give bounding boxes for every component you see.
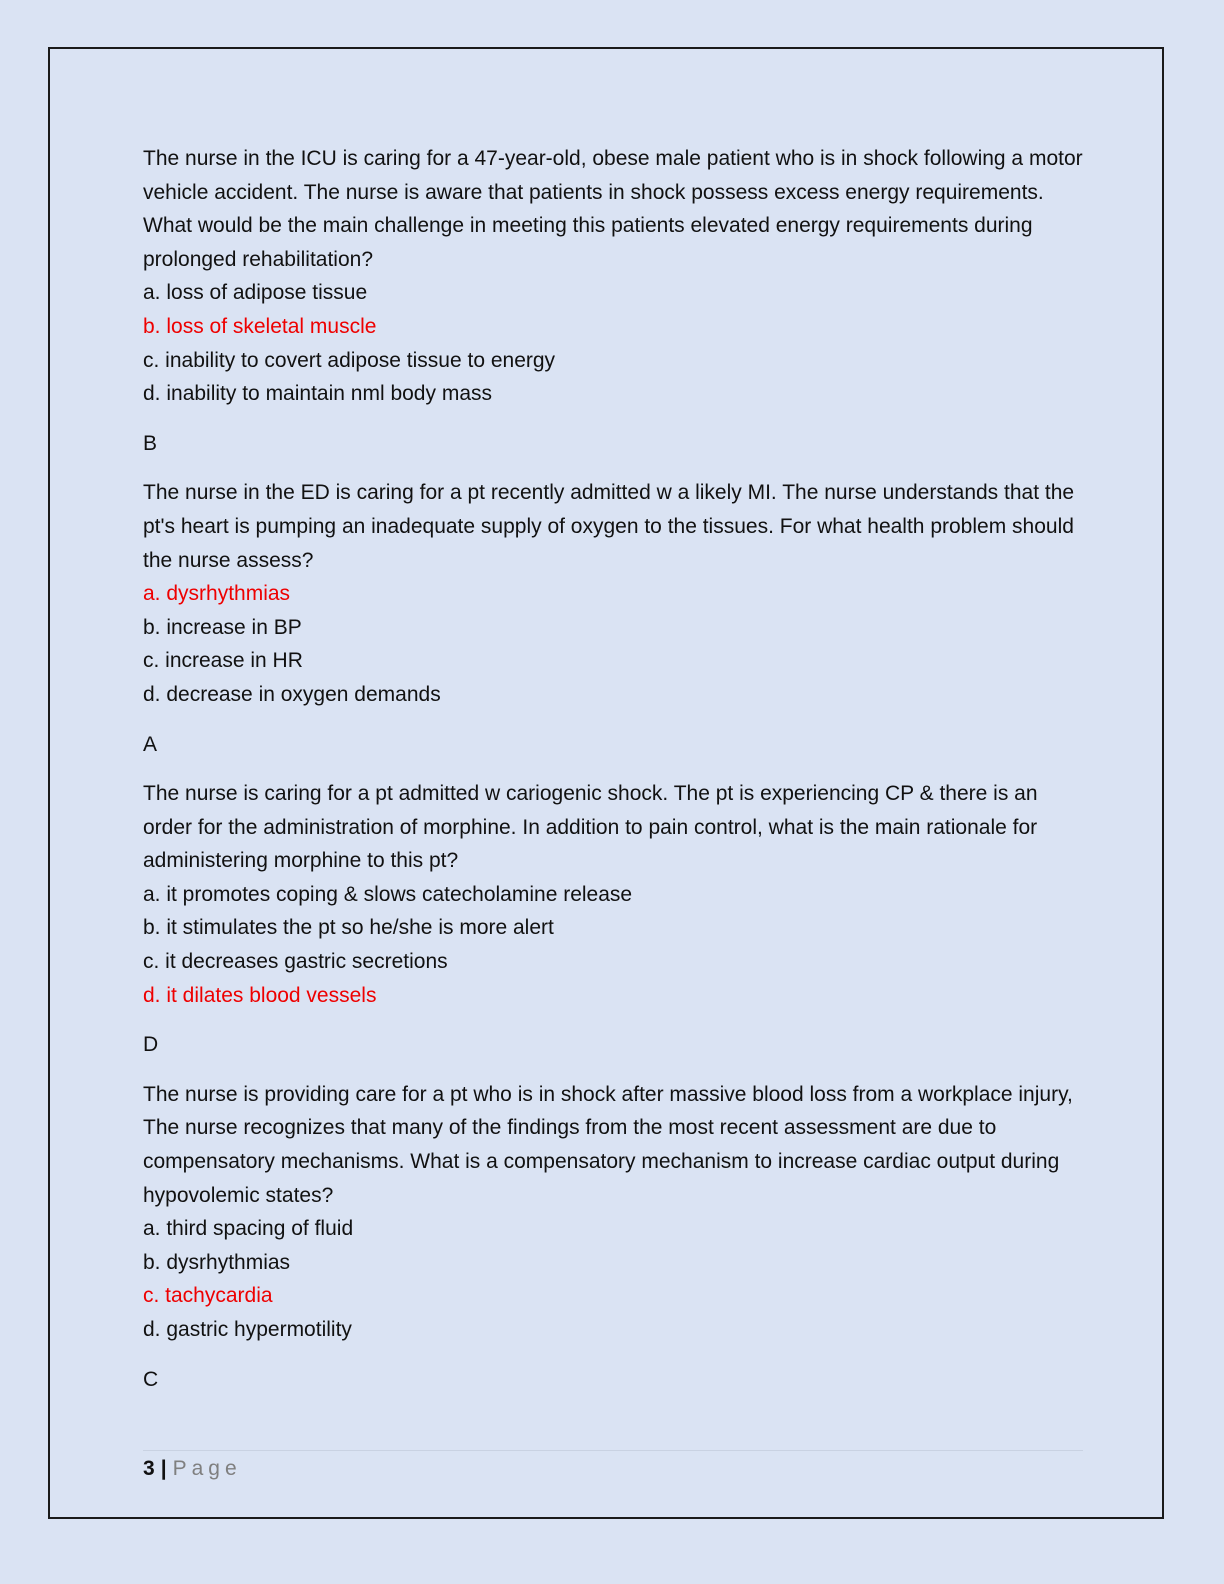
option-c: c. increase in HR xyxy=(143,649,303,673)
answer-key: B xyxy=(143,431,158,455)
question-4 xyxy=(143,1078,1083,1396)
question-stem: The nurse in the ED is caring for a pt recently admitted w a likely MI. The nurse understands that the pt's heart is pumping an inadequate supply of oxygen to the tissues. For what health problem should the nurse assess? xyxy=(143,481,1075,572)
option-d: d. gastric hypermotility xyxy=(143,1318,352,1341)
option-a: a. loss of adipose tissue xyxy=(143,281,368,305)
page-label: Page xyxy=(172,1457,242,1480)
question-stem: The nurse is providing care for a pt who is in shock after massive blood loss from a workplace injury, The nurse recognizes that many of the findings from the most recent assessment are due to compensatory mechanisms. What is a compensatory mechanism to increase cardiac output during hypovolemic states? xyxy=(143,1082,1073,1207)
option-c: c. it decreases gastric secretions xyxy=(143,950,448,974)
answer-key: C xyxy=(143,1367,159,1391)
option-a-correct: a. dysrhythmias xyxy=(143,582,291,606)
option-d: d. decrease in oxygen demands xyxy=(143,682,441,706)
question-1 xyxy=(143,142,1083,460)
option-b-correct: b. loss of skeletal muscle xyxy=(143,314,377,338)
page-footer xyxy=(143,1454,242,1484)
option-d: d. inability to maintain nml body mass xyxy=(143,382,492,406)
answer-key: D xyxy=(143,1033,159,1057)
question-stem: The nurse in the ICU is caring for a 47-year-old, obese male patient who is in shock following a motor vehicle accident. The nurse is aware that patients in shock possess excess energy requirements. What would be the main challenge in meeting this patients elevated energy requirements during prolonged rehabilitation? xyxy=(143,147,1083,271)
option-b: b. it stimulates the pt so he/she is more alert xyxy=(143,916,554,940)
option-b: b. dysrhythmias xyxy=(143,1250,291,1274)
option-a: a. third spacing of fluid xyxy=(143,1217,354,1241)
question-2 xyxy=(143,476,1083,761)
answer-key: A xyxy=(143,732,158,756)
option-a: a. it promotes coping & slows catecholamine release xyxy=(143,882,633,906)
footer-separator: | xyxy=(160,1457,167,1480)
question-stem: The nurse is caring for a pt admitted w cariogenic shock. The pt is experiencing CP & there is an order for the administration of morphine. In addition to pain control, what is the main rationale for administering morphine to this pt? xyxy=(143,782,1038,873)
document-content xyxy=(143,142,1083,1412)
option-d-correct: d. it dilates blood vessels xyxy=(143,983,377,1007)
question-3 xyxy=(143,777,1083,1062)
footer-divider xyxy=(143,1450,1083,1451)
option-b: b. increase in BP xyxy=(143,615,302,639)
option-c: c. inability to covert adipose tissue to energy xyxy=(143,348,556,372)
option-c-correct: c. tachycardia xyxy=(143,1284,273,1308)
page-number: 3 xyxy=(143,1457,155,1480)
